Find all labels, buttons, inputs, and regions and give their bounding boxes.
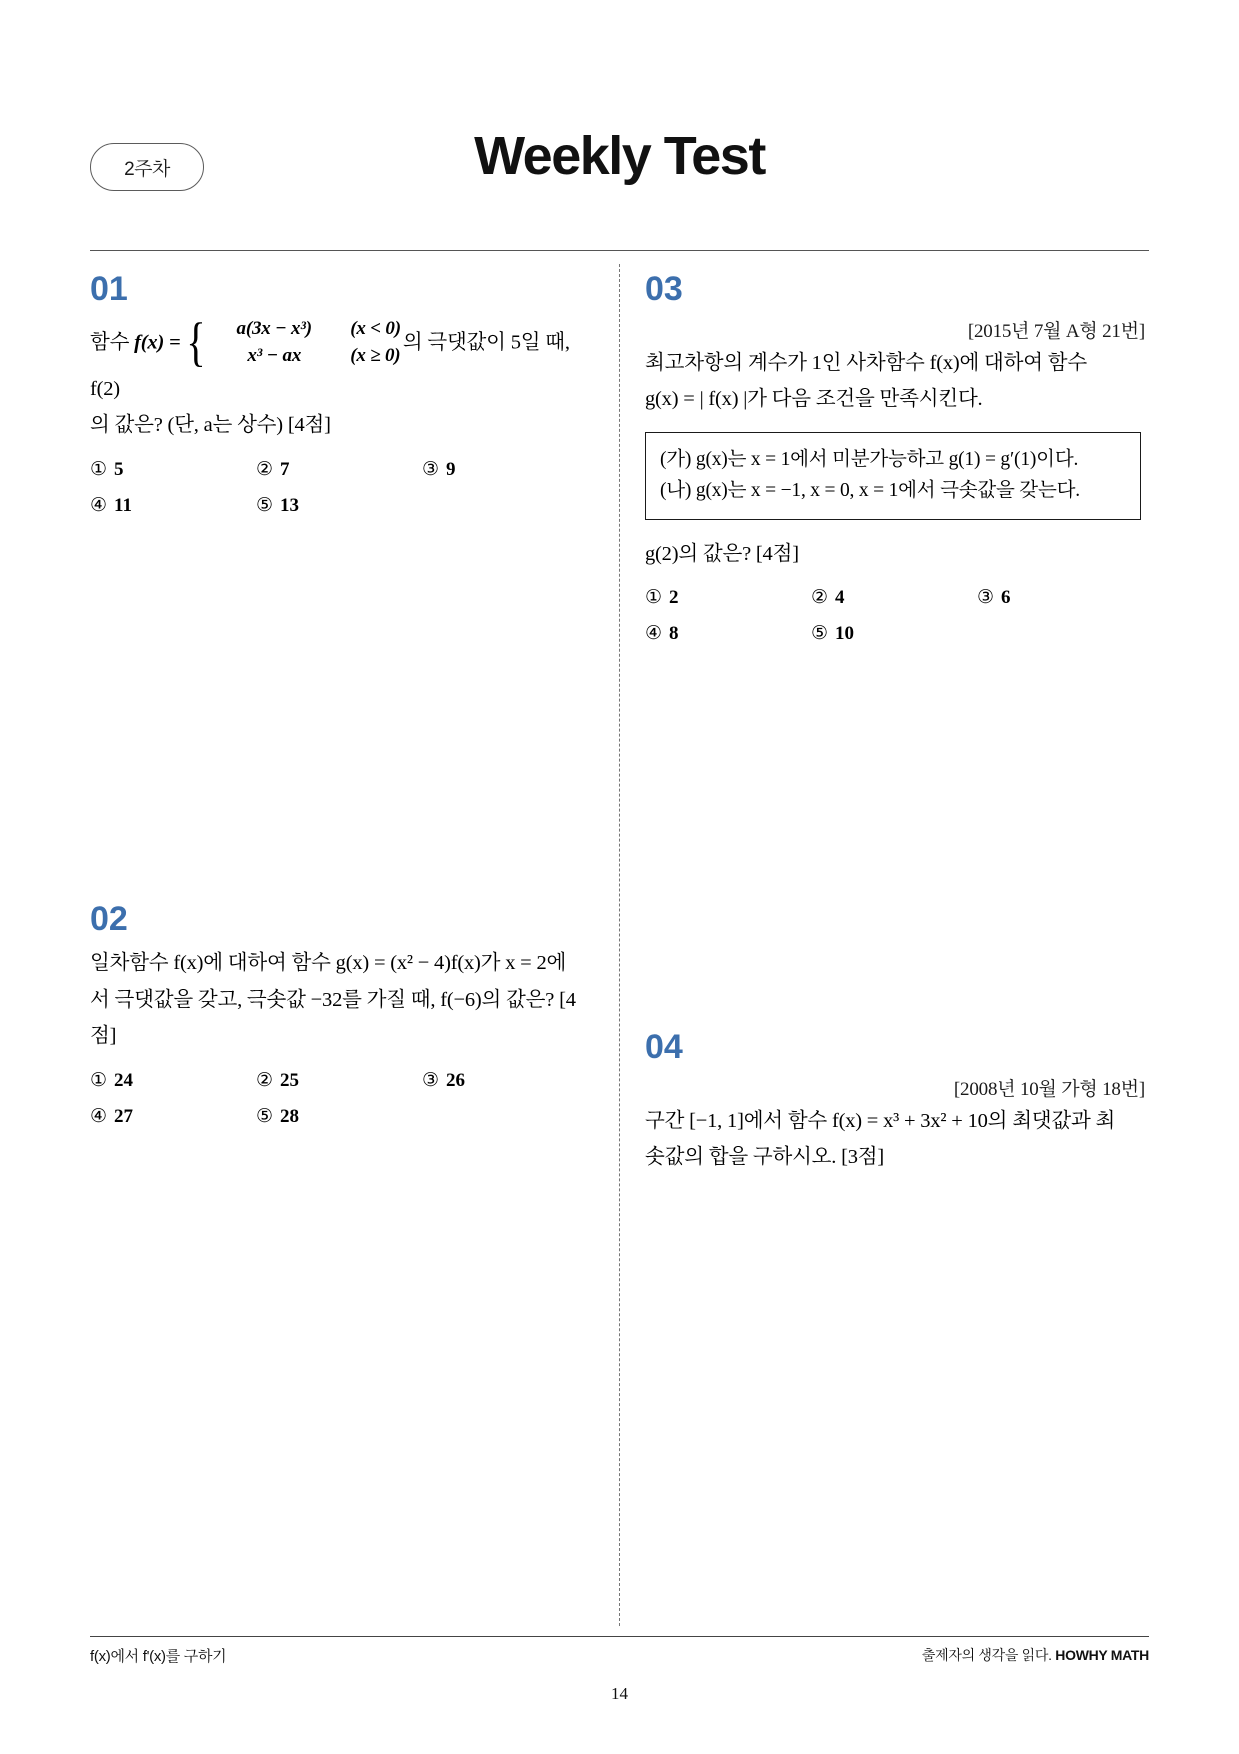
p03-choice-4[interactable] [645, 622, 811, 645]
problem-number: 03 [645, 270, 683, 308]
p01-choices [90, 458, 590, 517]
p03-choice-2[interactable] [811, 586, 977, 609]
p02-choice-1[interactable] [90, 1069, 256, 1092]
problem-02 [90, 899, 590, 1521]
problem-number: 01 [90, 270, 128, 308]
header-divider [90, 250, 1149, 251]
choice-marker: ③ [422, 458, 440, 480]
page-title: Weekly Test [474, 126, 765, 186]
problem-number: 02 [90, 899, 128, 938]
p01-text-after: 의 극댓값이 5일 때, f(2) [90, 330, 570, 400]
choice-value: 2 [669, 587, 679, 609]
column-divider [619, 264, 620, 1626]
p04-answer-space [645, 1176, 1145, 1596]
p02-choice-5[interactable] [256, 1105, 422, 1128]
p02-line-2: 서 극댓값을 갖고, 극솟값 −32를 가질 때, f(−6)의 값은? [4 [90, 988, 576, 1011]
p01-choice-2[interactable] [256, 458, 422, 481]
p02-line-3: 점] [90, 1025, 117, 1048]
footer-divider [90, 1636, 1149, 1637]
p03-choice-5[interactable] [811, 622, 977, 645]
problem-04 [645, 1030, 1145, 1596]
p01-case2-condition: (x ≥ 0) [350, 345, 401, 367]
choice-marker: ① [90, 1069, 108, 1091]
problem-statement [645, 345, 1145, 418]
p01-function-label: 함수 [90, 330, 130, 353]
footer-right-note [922, 1645, 1149, 1665]
p01-fx-label: f(x) = [134, 330, 181, 353]
p02-choices [90, 1069, 590, 1128]
choice-marker: ⑤ [811, 623, 829, 645]
choice-marker: ③ [422, 1069, 440, 1091]
problem-statement [90, 311, 590, 444]
p01-answer-space [90, 530, 590, 902]
footer-brand: HOWHY MATH [1055, 1647, 1149, 1663]
choice-value: 13 [280, 494, 300, 516]
p04-line-1: 구간 [−1, 1]에서 함수 f(x) = x³ + 3x² + 10의 최댓값과 최 [645, 1109, 1116, 1132]
p03-question: g(2)의 값은? [4점] [645, 542, 799, 565]
choice-marker: ④ [645, 623, 663, 645]
p02-choice-4[interactable] [90, 1105, 256, 1128]
problem-statement [645, 1103, 1145, 1176]
p01-choice-3[interactable] [422, 458, 588, 481]
p01-choice-1[interactable] [90, 458, 256, 481]
left-brace-icon: { [185, 311, 206, 372]
choice-value: 9 [446, 458, 456, 480]
choice-value: 24 [114, 1069, 134, 1091]
p01-case2-expression: x³ − ax [247, 345, 302, 367]
problem-01 [90, 272, 590, 902]
choice-value: 6 [1001, 587, 1011, 609]
problem-03 [645, 272, 1145, 1030]
problem-number: 04 [645, 1028, 683, 1067]
choice-value: 26 [446, 1069, 466, 1091]
p02-line-1: 일차함수 f(x)에 대하여 함수 g(x) = (x² − 4)f(x)가 x = 2에 [90, 952, 567, 975]
p03-condition-box [645, 432, 1141, 520]
p01-case1-expression: a(3x − x³) [236, 317, 312, 339]
p02-choice-3[interactable] [422, 1069, 588, 1092]
choice-marker: ② [256, 1069, 274, 1091]
p02-choice-2[interactable] [256, 1069, 422, 1092]
problem-statement [90, 945, 590, 1054]
choice-marker: ① [645, 587, 663, 609]
p01-case1-condition: (x < 0) [350, 317, 401, 339]
choice-marker: ⑤ [256, 1105, 274, 1127]
choice-value: 11 [114, 494, 132, 516]
footer-left-note: f(x)에서 f'(x)를 구하기 [90, 1648, 227, 1665]
choice-value: 8 [669, 623, 679, 645]
footer-tagline: 출제자의 생각을 읽다. [921, 1647, 1056, 1663]
choice-marker: ⑤ [256, 494, 274, 516]
choice-value: 7 [280, 458, 290, 480]
p03-source-attribution: [2015년 7월 A형 21번] [967, 320, 1145, 342]
p01-choice-4[interactable] [90, 494, 256, 517]
left-column [90, 272, 590, 1521]
page-header [90, 125, 1149, 200]
choice-value: 10 [835, 623, 855, 645]
choice-value: 25 [280, 1069, 300, 1091]
choice-marker: ④ [90, 494, 108, 516]
p03-line-1: 최고차항의 계수가 1인 사차함수 f(x)에 대하여 함수 [645, 351, 1087, 374]
p03-choice-1[interactable] [645, 586, 811, 609]
p03-answer-space [645, 658, 1145, 1030]
p01-choice-5[interactable] [256, 494, 422, 517]
p01-text-line2: 의 값은? (단, a는 상수) [4점] [90, 414, 331, 437]
choice-value: 4 [835, 587, 845, 609]
p04-source-attribution: [2008년 10월 가형 18번] [953, 1078, 1145, 1100]
week-badge: 2주차 [90, 143, 204, 191]
choice-marker: ② [256, 458, 274, 480]
p03-condition-b: (나) g(x)는 x = −1, x = 0, x = 1에서 극솟값을 갖는다. [660, 480, 1080, 502]
choice-marker: ③ [977, 587, 995, 609]
page-number: 14 [611, 1684, 628, 1703]
choice-marker: ④ [90, 1105, 108, 1127]
choice-marker: ① [90, 458, 108, 480]
choice-value: 27 [114, 1105, 134, 1127]
right-column [645, 272, 1145, 1596]
choice-value: 28 [280, 1105, 300, 1127]
choice-value: 5 [114, 458, 124, 480]
p04-line-2: 솟값의 합을 구하시오. [3점] [645, 1146, 885, 1169]
p03-condition-a: (가) g(x)는 x = 1에서 미분가능하고 g(1) = g′(1)이다. [660, 448, 1079, 470]
p03-choice-3[interactable] [977, 586, 1143, 609]
p03-choices [645, 586, 1145, 645]
p03-line-2: g(x) = | f(x) |가 다음 조건을 만족시킨다. [645, 388, 983, 411]
p02-answer-space [90, 1141, 590, 1521]
p01-piecewise [183, 311, 401, 372]
choice-marker: ② [811, 587, 829, 609]
